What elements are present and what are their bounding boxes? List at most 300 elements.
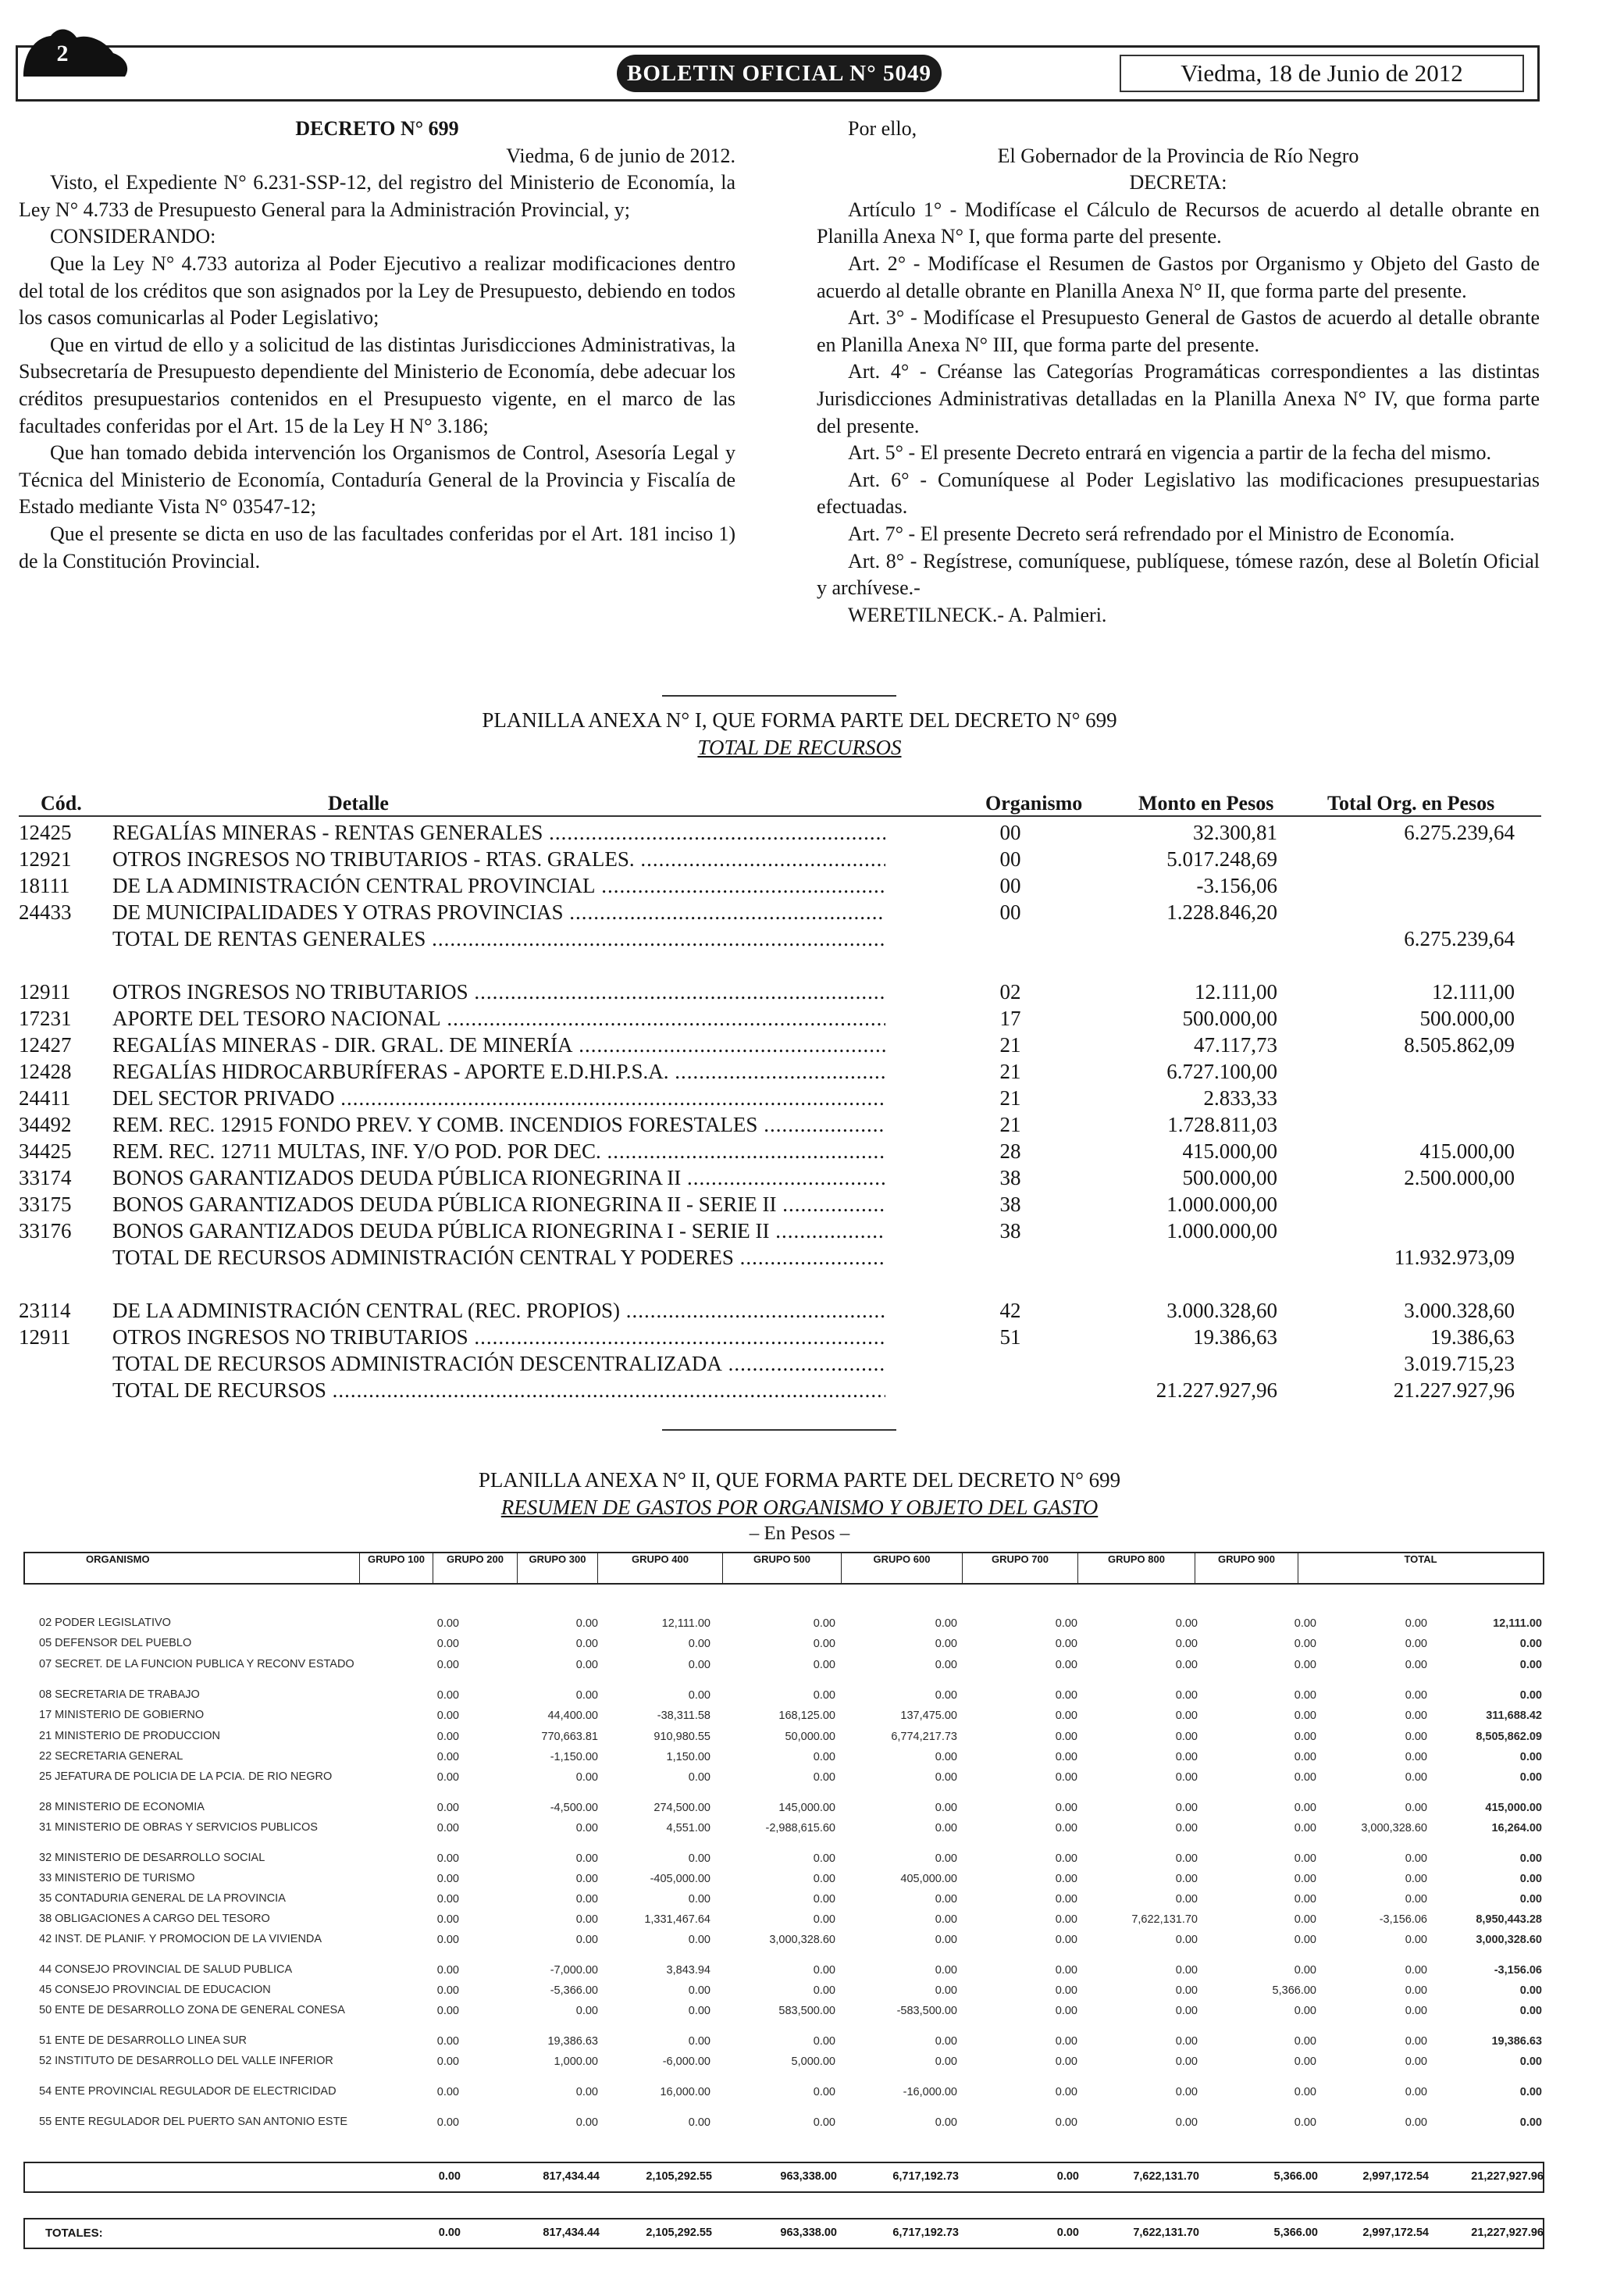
planilla2-value: 405,000.00 bbox=[900, 1873, 957, 1885]
planilla2-value: 0.00 bbox=[688, 2035, 710, 2048]
planilla2-value: 0.00 bbox=[1175, 2035, 1198, 2048]
planilla2-organismo: 33 MINISTERIO DE TURISMO bbox=[39, 1872, 195, 1884]
planilla2-value: 0.00 bbox=[1175, 1771, 1198, 1784]
planilla1-row bbox=[0, 1191, 1530, 1218]
planilla2-subtotal-value: 7,622,131.70 bbox=[1133, 2170, 1199, 2183]
planilla1-cell-cod: 12921 bbox=[19, 847, 72, 871]
planilla2-value: 0.00 bbox=[1294, 2005, 1316, 2017]
decree-por-ello: Por ello, bbox=[848, 117, 917, 140]
planilla2-value: 0.00 bbox=[575, 1689, 598, 1702]
planilla1-cell-mon: 415.000,00 bbox=[1182, 1139, 1277, 1163]
planilla2-value: 0.00 bbox=[1294, 1822, 1316, 1834]
planilla2-subtotal-value: 6,717,192.73 bbox=[892, 2170, 959, 2183]
planilla2-value: -2,988,615.60 bbox=[765, 1822, 835, 1834]
planilla2-value: 0.00 bbox=[935, 1964, 957, 1977]
planilla1-cell-cod: 12425 bbox=[19, 821, 72, 844]
planilla2-value: 0.00 bbox=[688, 1934, 710, 1946]
planilla2-value: 0.00 bbox=[813, 1913, 835, 1926]
planilla2-value: 6,774,217.73 bbox=[891, 1731, 957, 1743]
planilla2-value: 0.00 bbox=[436, 1913, 459, 1926]
decree-visto: Visto, el Expediente N° 6.231-SSP-12, del registro del Ministerio de Economía, la Ley N° 4.733 de Presupuesto General para la Administración Provincial, y; bbox=[19, 171, 735, 221]
planilla2-organismo: 44 CONSEJO PROVINCIAL DE SALUD PUBLICA bbox=[39, 1963, 293, 1976]
planilla2-header-grupo-2: GRUPO 200 bbox=[433, 1553, 517, 1583]
planilla2-value: 0.00 bbox=[436, 2055, 459, 2068]
planilla1-cell-org: 21 bbox=[999, 1033, 1021, 1057]
planilla1-cell-tot: 11.932.973,09 bbox=[1394, 1246, 1515, 1269]
planilla2-value: 0.00 bbox=[436, 1638, 459, 1650]
planilla2-value: 0.00 bbox=[688, 1852, 710, 1865]
planilla2-value: 0.00 bbox=[935, 2035, 957, 2048]
planilla1-cell-mon: 1.728.811,03 bbox=[1167, 1113, 1277, 1136]
planilla2-value: 0.00 bbox=[1519, 1771, 1542, 1784]
planilla2-value: 0.00 bbox=[1405, 1771, 1427, 1784]
planilla1-row bbox=[0, 1085, 1530, 1111]
totales-label: TOTALES: bbox=[45, 2226, 103, 2240]
planilla2-totales-value: 2,105,292.55 bbox=[646, 2226, 712, 2239]
planilla1-cell-det: DE LA ADMINISTRACIÓN CENTRAL (REC. PROPIOS) ..... bbox=[112, 1297, 885, 1324]
planilla1-cell-det: REM. REC. 12915 FONDO PREV. Y COMB. INCENDIOS FORESTALES ..... bbox=[112, 1111, 885, 1138]
decree-paragraph-2: Que en virtud de ello y a solicitud de las distintas Jurisdicciones Administrativas, la Subsecretaría de Presupuesto dependiente del Ministerio de Economía, debe adecuar los créditos presupuestarios contenidos en el Presupuesto vigente, en el marco de las facultades conferidas por el Art. 15 de la Ley H N° 3.186; bbox=[19, 333, 735, 437]
planilla2-value: 44,400.00 bbox=[547, 1710, 598, 1722]
planilla2-value: 0.00 bbox=[575, 1771, 598, 1784]
planilla2-value: 0.00 bbox=[1175, 1964, 1198, 1977]
planilla2-value: 0.00 bbox=[1175, 1710, 1198, 1722]
planilla2-value: 0.00 bbox=[1519, 1852, 1542, 1865]
planilla2-value: 0.00 bbox=[1405, 2116, 1427, 2129]
planilla2-value: 0.00 bbox=[935, 1617, 957, 1630]
planilla2-value: 19,386.63 bbox=[547, 2035, 598, 2048]
planilla2-totales-value: 817,434.44 bbox=[543, 2226, 600, 2239]
planilla2-organismo: 28 MINISTERIO DE ECONOMIA bbox=[39, 1801, 205, 1813]
planilla1-cell-tot: 415.000,00 bbox=[1419, 1139, 1515, 1163]
planilla1-cell-cod: 33175 bbox=[19, 1193, 72, 1216]
planilla2-header-total: TOTAL bbox=[1298, 1553, 1543, 1583]
planilla2-value: 0.00 bbox=[688, 1984, 710, 1997]
planilla2-value: 0.00 bbox=[1175, 1873, 1198, 1885]
planilla2-value: 0.00 bbox=[1055, 2055, 1077, 2068]
planilla2-value: 0.00 bbox=[1055, 2116, 1077, 2129]
planilla2-value: 0.00 bbox=[1519, 1893, 1542, 1906]
planilla2-value: 0.00 bbox=[935, 1822, 957, 1834]
planilla1-cell-mon: 1.000.000,00 bbox=[1166, 1193, 1277, 1216]
planilla2-header-grupo-7: GRUPO 700 bbox=[962, 1553, 1077, 1583]
planilla2-value: 0.00 bbox=[436, 1934, 459, 1946]
planilla2-value: 0.00 bbox=[688, 1689, 710, 1702]
planilla2-value: 0.00 bbox=[1175, 1659, 1198, 1671]
planilla2-value: 0.00 bbox=[1405, 1873, 1427, 1885]
decree-article-6: Art. 6° - Comuníquese al Poder Legislativo las modificaciones presupuestarias efectuadas. bbox=[817, 468, 1540, 519]
planilla1-cell-det: OTROS INGRESOS NO TRIBUTARIOS ..... bbox=[112, 1324, 885, 1350]
planilla2-value: 0.00 bbox=[436, 1964, 459, 1977]
divider bbox=[662, 695, 896, 697]
planilla2-value: 0.00 bbox=[688, 2005, 710, 2017]
planilla1-cell-cod: 23114 bbox=[19, 1299, 71, 1322]
planilla1-header-organismo: Organismo bbox=[985, 792, 1083, 815]
planilla2-value: 0.00 bbox=[1294, 1689, 1316, 1702]
planilla2-organismo: 22 SECRETARIA GENERAL bbox=[39, 1750, 183, 1763]
planilla2-value: 0.00 bbox=[436, 1984, 459, 1997]
planilla1-cell-tot: 500.000,00 bbox=[1419, 1007, 1515, 1030]
planilla2-header-grupo-4: GRUPO 400 bbox=[597, 1553, 722, 1583]
decree-article-3: Art. 3° - Modifícase el Presupuesto General de Gastos de acuerdo al detalle obrante en Planilla Anexa N° III, que forma parte del presente. bbox=[817, 306, 1540, 356]
planilla1-cell-tot: 3.000.328,60 bbox=[1404, 1299, 1515, 1322]
planilla2-organismo: 02 PODER LEGISLATIVO bbox=[39, 1617, 171, 1629]
planilla1-cell-mon: 12.111,00 bbox=[1195, 980, 1277, 1004]
planilla2-value: 0.00 bbox=[1519, 1751, 1542, 1763]
planilla2-value: 0.00 bbox=[1175, 1689, 1198, 1702]
planilla1-cell-org: 00 bbox=[999, 821, 1021, 844]
page-number: 2 bbox=[56, 41, 69, 66]
planilla1-cell-det: BONOS GARANTIZADOS DEUDA PÚBLICA RIONEGRINA II ..... bbox=[112, 1164, 885, 1191]
planilla2-value: 0.00 bbox=[1405, 1934, 1427, 1946]
planilla1-cell-cod: 33174 bbox=[19, 1166, 72, 1189]
planilla1-cell-det: DE MUNICIPALIDADES Y OTRAS PROVINCIAS ..... bbox=[112, 899, 885, 925]
planilla2-organismo: 54 ENTE PROVINCIAL REGULADOR DE ELECTRICIDAD bbox=[39, 2085, 337, 2098]
planilla1-cell-det: OTROS INGRESOS NO TRIBUTARIOS ..... bbox=[112, 979, 885, 1005]
planilla2-value: 0.00 bbox=[1175, 1638, 1198, 1650]
planilla2-value: 0.00 bbox=[575, 1638, 598, 1650]
planilla2-value: 0.00 bbox=[935, 1893, 957, 1906]
planilla2-value: 0.00 bbox=[1519, 2005, 1542, 2017]
planilla2-value: 0.00 bbox=[436, 1731, 459, 1743]
planilla2-organismo: 32 MINISTERIO DE DESARROLLO SOCIAL bbox=[39, 1852, 265, 1864]
planilla2-value: 0.00 bbox=[1294, 1852, 1316, 1865]
planilla2-value: 0.00 bbox=[1294, 1873, 1316, 1885]
planilla2-value: 0.00 bbox=[1519, 1638, 1542, 1650]
planilla2-value: 0.00 bbox=[575, 2005, 598, 2017]
planilla2-organismo: 05 DEFENSOR DEL PUEBLO bbox=[39, 1637, 192, 1649]
planilla2-value: 1,150.00 bbox=[666, 1751, 710, 1763]
decree-article-7: Art. 7° - El presente Decreto será refrendado por el Ministro de Economía. bbox=[848, 522, 1455, 545]
planilla2-value: 0.00 bbox=[1294, 1710, 1316, 1722]
planilla2-value: 0.00 bbox=[1294, 1731, 1316, 1743]
planilla1-cell-tot: 8.505.862,09 bbox=[1404, 1033, 1515, 1057]
planilla2-totales-value: 0.00 bbox=[1056, 2226, 1079, 2239]
planilla2-value: -1,150.00 bbox=[550, 1751, 598, 1763]
planilla2-value: 0.00 bbox=[1294, 1617, 1316, 1630]
planilla2-value: 7,622,131.70 bbox=[1131, 1913, 1198, 1926]
planilla2-subtotal-value: 2,105,292.55 bbox=[646, 2170, 712, 2183]
planilla1-cell-cod: 12911 bbox=[19, 980, 71, 1004]
planilla2-value: 0.00 bbox=[1055, 1893, 1077, 1906]
planilla1-cell-det: REM. REC. 12711 MULTAS, INF. Y/O POD. POR DEC. ..... bbox=[112, 1138, 885, 1164]
planilla2-value: 0.00 bbox=[1175, 1617, 1198, 1630]
planilla2-value: 415,000.00 bbox=[1485, 1802, 1542, 1814]
planilla2-value: 0.00 bbox=[1405, 2035, 1427, 2048]
planilla1-header-monto: Monto en Pesos bbox=[1138, 792, 1274, 815]
planilla2-value: 0.00 bbox=[436, 2086, 459, 2098]
planilla2-value: 0.00 bbox=[813, 2035, 835, 2048]
planilla1-cell-org: 17 bbox=[999, 1007, 1021, 1030]
planilla1-cell-det: REGALÍAS HIDROCARBURÍFERAS - APORTE E.D.HI.P.S.A. ..... bbox=[112, 1058, 885, 1085]
planilla2-value: 0.00 bbox=[1405, 1731, 1427, 1743]
planilla2-title: PLANILLA ANEXA N° II, QUE FORMA PARTE DEL DECRETO N° 699 bbox=[478, 1468, 1121, 1492]
planilla2-value: 8,505,862.09 bbox=[1476, 1731, 1542, 1743]
planilla1-cell-det: DEL SECTOR PRIVADO ..... bbox=[112, 1085, 885, 1111]
planilla2-header-grupo-9: GRUPO 900 bbox=[1195, 1553, 1298, 1583]
planilla2-value: 1,000.00 bbox=[554, 2055, 598, 2068]
planilla2-value: 0.00 bbox=[436, 1873, 459, 1885]
planilla2-totales-value: 7,622,131.70 bbox=[1133, 2226, 1199, 2239]
planilla1-cell-mon: 500.000,00 bbox=[1182, 1007, 1277, 1030]
planilla2-header-grupo-5: GRUPO 500 bbox=[722, 1553, 841, 1583]
planilla2-value: 3,000,328.60 bbox=[1361, 1822, 1427, 1834]
planilla1-header-rule bbox=[19, 815, 1541, 817]
planilla2-value: 0.00 bbox=[436, 1771, 459, 1784]
planilla1-cell-org: 21 bbox=[999, 1086, 1021, 1110]
planilla1-cell-det: REGALÍAS MINERAS - DIR. GRAL. DE MINERÍA ..... bbox=[112, 1032, 885, 1058]
planilla2-value: 0.00 bbox=[1405, 1710, 1427, 1722]
decree-paragraph-1: Que la Ley N° 4.733 autoriza al Poder Ejecutivo a realizar modificaciones dentro del total de los créditos que son asignados por la Ley de Presupuesto, debiendo en todos los casos comunicarlas al Poder Legislativo; bbox=[19, 251, 735, 330]
planilla1-cell-det: BONOS GARANTIZADOS DEUDA PÚBLICA RIONEGRINA I - SERIE II ..... bbox=[112, 1218, 885, 1244]
planilla1-cell-cod: 12427 bbox=[19, 1033, 72, 1057]
planilla2-organismo: 17 MINISTERIO DE GOBIERNO bbox=[39, 1709, 205, 1721]
planilla2-value: 0.00 bbox=[1519, 1689, 1542, 1702]
planilla1-cell-org: 00 bbox=[999, 874, 1021, 897]
planilla2-value: 0.00 bbox=[575, 1893, 598, 1906]
planilla1-cell-org: 38 bbox=[999, 1219, 1021, 1242]
planilla1-cell-mon: 1.228.846,20 bbox=[1166, 900, 1277, 924]
planilla2-organismo: 31 MINISTERIO DE OBRAS Y SERVICIOS PUBLICOS bbox=[39, 1821, 318, 1834]
planilla2-totales-value: 963,338.00 bbox=[780, 2226, 837, 2239]
planilla2-value: 0.00 bbox=[436, 2035, 459, 2048]
planilla2-value: 0.00 bbox=[935, 1852, 957, 1865]
planilla1-cell-tot: 6.275.239,64 bbox=[1404, 821, 1515, 844]
planilla2-value: 0.00 bbox=[436, 1710, 459, 1722]
planilla2-value: 0.00 bbox=[935, 1638, 957, 1650]
planilla2-value: 0.00 bbox=[436, 2116, 459, 2129]
planilla2-value: 0.00 bbox=[1405, 1964, 1427, 1977]
planilla2-value: 0.00 bbox=[1175, 2116, 1198, 2129]
planilla2-value: 0.00 bbox=[813, 1984, 835, 1997]
planilla2-value: 0.00 bbox=[813, 1873, 835, 1885]
planilla1-cell-mon: 5.017.248,69 bbox=[1166, 847, 1277, 871]
planilla2-value: 0.00 bbox=[1294, 1913, 1316, 1926]
decree-signatures: WERETILNECK.- A. Palmieri. bbox=[848, 603, 1107, 626]
planilla2-value: 16,264.00 bbox=[1491, 1822, 1542, 1834]
planilla1-cell-det: TOTAL DE RECURSOS ..... bbox=[112, 1377, 885, 1403]
planilla2-value: 0.00 bbox=[1055, 1852, 1077, 1865]
planilla2-value: 0.00 bbox=[1294, 1638, 1316, 1650]
decree-title: DECRETO N° 699 bbox=[295, 117, 459, 140]
decree-paragraph-3: Que han tomado debida intervención los Organismos de Control, Asesoría Legal y Técnica del Ministerio de Economía, Contaduría General de la Provincia y Fiscalía de Estado mediante Vista N° 03547-12; bbox=[19, 441, 735, 519]
planilla2-organismo: 21 MINISTERIO DE PRODUCCION bbox=[39, 1730, 221, 1742]
planilla2-subtitle: RESUMEN DE GASTOS POR ORGANISMO Y OBJETO DEL GASTO bbox=[500, 1496, 1099, 1519]
planilla2-value: 0.00 bbox=[575, 2116, 598, 2129]
planilla1-subtitle: TOTAL DE RECURSOS bbox=[697, 736, 902, 759]
planilla2-organismo: 07 SECRET. DE LA FUNCION PUBLICA Y RECONV ESTADO bbox=[39, 1658, 354, 1670]
planilla2-subtotal-value: 0.00 bbox=[1056, 2170, 1079, 2183]
planilla2-value: -4,500.00 bbox=[550, 1802, 598, 1814]
planilla2-value: 0.00 bbox=[575, 1852, 598, 1865]
planilla2-value: 0.00 bbox=[1294, 2055, 1316, 2068]
planilla2-value: 0.00 bbox=[1519, 2055, 1542, 2068]
planilla1-cell-mon: 19.386,63 bbox=[1193, 1325, 1277, 1349]
planilla2-value: 0.00 bbox=[1055, 1659, 1077, 1671]
planilla2-value: 4,551.00 bbox=[666, 1822, 710, 1834]
planilla2-value: 5,000.00 bbox=[791, 2055, 835, 2068]
planilla2-value: 0.00 bbox=[935, 1771, 957, 1784]
planilla2-value: 0.00 bbox=[1055, 1822, 1077, 1834]
planilla2-value: 0.00 bbox=[1519, 2116, 1542, 2129]
planilla2-value: 0.00 bbox=[1175, 1802, 1198, 1814]
planilla1-cell-tot: 3.019.715,23 bbox=[1404, 1352, 1515, 1375]
planilla2-subtotal-value: 817,434.44 bbox=[543, 2170, 600, 2183]
planilla2-totales-row bbox=[23, 2218, 1544, 2249]
planilla2-value: -6,000.00 bbox=[662, 2055, 710, 2068]
planilla2-header-organismo: ORGANISMO bbox=[86, 1553, 150, 1565]
decree-right-column bbox=[817, 116, 1540, 629]
planilla2-value: 0.00 bbox=[1405, 1638, 1427, 1650]
planilla2-value: 0.00 bbox=[436, 1659, 459, 1671]
planilla2-value: 274,500.00 bbox=[653, 1802, 710, 1814]
planilla2-value: 0.00 bbox=[1405, 1751, 1427, 1763]
planilla2-value: 0.00 bbox=[1294, 1659, 1316, 1671]
planilla2-value: 0.00 bbox=[1405, 1689, 1427, 1702]
planilla2-value: 0.00 bbox=[1405, 1659, 1427, 1671]
planilla2-value: 0.00 bbox=[575, 1913, 598, 1926]
decree-place-date: Viedma, 6 de junio de 2012. bbox=[506, 144, 735, 167]
planilla1-cell-det: DE LA ADMINISTRACIÓN CENTRAL PROVINCIAL ..... bbox=[112, 872, 885, 899]
planilla2-value: -3,156.06 bbox=[1379, 1913, 1427, 1926]
planilla2-value: 0.00 bbox=[1055, 1638, 1077, 1650]
planilla2-value: 0.00 bbox=[1519, 2086, 1542, 2098]
planilla1-total-row bbox=[0, 925, 1530, 952]
planilla2-value: 0.00 bbox=[813, 1852, 835, 1865]
planilla1-cell-org: 02 bbox=[999, 980, 1021, 1004]
planilla1-cell-mon: 21.227.927,96 bbox=[1156, 1378, 1277, 1402]
planilla2-value: 0.00 bbox=[813, 1638, 835, 1650]
planilla1-cell-mon: 47.117,73 bbox=[1194, 1033, 1277, 1057]
planilla2-value: 0.00 bbox=[436, 1751, 459, 1763]
planilla2-value: 0.00 bbox=[575, 1934, 598, 1946]
planilla2-unit: – En Pesos – bbox=[749, 1523, 850, 1544]
planilla1-cell-mon: 1.000.000,00 bbox=[1166, 1219, 1277, 1242]
planilla2-value: 0.00 bbox=[1055, 2035, 1077, 2048]
planilla2-value: 0.00 bbox=[1175, 1731, 1198, 1743]
planilla2-organismo: 25 JEFATURA DE POLICIA DE LA PCIA. DE RIO NEGRO bbox=[39, 1770, 333, 1783]
planilla2-value: 0.00 bbox=[1175, 2086, 1198, 2098]
planilla1-cell-mon: 500.000,00 bbox=[1182, 1166, 1277, 1189]
planilla2-value: 0.00 bbox=[436, 1802, 459, 1814]
planilla1-cell-det: BONOS GARANTIZADOS DEUDA PÚBLICA RIONEGRINA II - SERIE II ..... bbox=[112, 1191, 885, 1218]
planilla2-organismo: 38 OBLIGACIONES A CARGO DEL TESORO bbox=[39, 1913, 270, 1925]
planilla2-value: 3,843.94 bbox=[666, 1964, 710, 1977]
planilla1-cell-cod: 34492 bbox=[19, 1113, 72, 1136]
planilla1-row bbox=[0, 1005, 1530, 1032]
planilla1-cell-mon: 6.727.100,00 bbox=[1166, 1060, 1277, 1083]
planilla2-value: 0.00 bbox=[436, 1689, 459, 1702]
planilla2-totales-value: 21,227,927.96 bbox=[1471, 2226, 1544, 2239]
planilla2-value: 0.00 bbox=[688, 1893, 710, 1906]
planilla2-value: -16,000.00 bbox=[903, 2086, 957, 2098]
planilla1-row bbox=[0, 1324, 1530, 1350]
planilla2-value: 0.00 bbox=[1055, 1934, 1077, 1946]
planilla2-value: -5,366.00 bbox=[550, 1984, 598, 1997]
planilla2-value: 0.00 bbox=[813, 1751, 835, 1763]
planilla1-cell-det: OTROS INGRESOS NO TRIBUTARIOS - RTAS. GRALES. ..... bbox=[112, 846, 885, 872]
planilla2-value: 0.00 bbox=[436, 1822, 459, 1834]
planilla1-cell-tot: 21.227.927,96 bbox=[1393, 1378, 1515, 1402]
planilla2-value: 0.00 bbox=[813, 1771, 835, 1784]
planilla2-subtotal-value: 21,227,927.96 bbox=[1471, 2170, 1544, 2183]
planilla2-value: 0.00 bbox=[935, 1934, 957, 1946]
planilla2-value: 583,500.00 bbox=[778, 2005, 835, 2017]
planilla1-cell-mon: -3.156,06 bbox=[1196, 874, 1277, 897]
planilla2-organismo: 35 CONTADURIA GENERAL DE LA PROVINCIA bbox=[39, 1892, 286, 1905]
planilla1-cell-cod: 24411 bbox=[19, 1086, 71, 1110]
planilla1-total-row bbox=[0, 1377, 1530, 1403]
planilla2-value: 0.00 bbox=[688, 1638, 710, 1650]
planilla1-row bbox=[0, 846, 1530, 872]
planilla1-cell-det: TOTAL DE RECURSOS ADMINISTRACIÓN CENTRAL Y PODERES ..... bbox=[112, 1244, 885, 1271]
planilla1-cell-org: 42 bbox=[999, 1299, 1021, 1322]
planilla2-subtotal-row bbox=[23, 2162, 1544, 2193]
planilla2-value: -3,156.06 bbox=[1494, 1964, 1542, 1977]
planilla1-cell-mon: 32.300,81 bbox=[1193, 821, 1277, 844]
planilla2-value: 0.00 bbox=[813, 1689, 835, 1702]
planilla2-value: 0.00 bbox=[688, 1771, 710, 1784]
planilla2-value: 0.00 bbox=[1294, 1934, 1316, 1946]
planilla2-value: 0.00 bbox=[935, 1802, 957, 1814]
planilla2-value: 5,366.00 bbox=[1272, 1984, 1316, 1997]
planilla2-totales-value: 6,717,192.73 bbox=[892, 2226, 959, 2239]
planilla2-value: 50,000.00 bbox=[785, 1731, 835, 1743]
planilla2-value: 0.00 bbox=[1175, 1751, 1198, 1763]
decree-decreta: DECRETA: bbox=[1129, 171, 1227, 194]
planilla2-value: 0.00 bbox=[1294, 2035, 1316, 2048]
planilla1-row bbox=[0, 1138, 1530, 1164]
planilla2-value: 0.00 bbox=[575, 1873, 598, 1885]
planilla2-value: 0.00 bbox=[575, 1822, 598, 1834]
planilla1-cell-det: TOTAL DE RENTAS GENERALES ..... bbox=[112, 925, 885, 952]
issue-date: Viedma, 18 de Junio de 2012 bbox=[1120, 55, 1524, 92]
bulletin-title: BOLETIN OFICIAL N° 5049 bbox=[617, 55, 942, 92]
planilla2-value: 0.00 bbox=[1055, 1802, 1077, 1814]
planilla2-value: 0.00 bbox=[1519, 1659, 1542, 1671]
planilla2-value: 0.00 bbox=[575, 2086, 598, 2098]
planilla2-value: 0.00 bbox=[436, 1617, 459, 1630]
planilla2-value: 0.00 bbox=[1175, 1934, 1198, 1946]
planilla1-cell-tot: 6.275.239,64 bbox=[1404, 927, 1515, 950]
planilla2-value: 0.00 bbox=[1055, 1913, 1077, 1926]
planilla2-value: -7,000.00 bbox=[550, 1964, 598, 1977]
decree-article-5: Art. 5° - El presente Decreto entrará en vigencia a partir de la fecha del mismo. bbox=[848, 441, 1491, 465]
planilla1-cell-cod: 12911 bbox=[19, 1325, 71, 1349]
planilla1-cell-cod: 18111 bbox=[19, 874, 70, 897]
planilla2-value: 0.00 bbox=[813, 1659, 835, 1671]
planilla1-title: PLANILLA ANEXA N° I, QUE FORMA PARTE DEL DECRETO N° 699 bbox=[482, 708, 1117, 732]
planilla2-organismo: 55 ENTE REGULADOR DEL PUERTO SAN ANTONIO ESTE bbox=[39, 2116, 348, 2128]
planilla1-row bbox=[0, 1164, 1530, 1191]
planilla2-organismo: 08 SECRETARIA DE TRABAJO bbox=[39, 1688, 200, 1701]
planilla2-value: 0.00 bbox=[1175, 2055, 1198, 2068]
planilla2-value: 0.00 bbox=[575, 1659, 598, 1671]
planilla2-value: 0.00 bbox=[436, 1852, 459, 1865]
planilla2-value: 0.00 bbox=[1055, 1771, 1077, 1784]
planilla2-value: 0.00 bbox=[1055, 1873, 1077, 1885]
planilla1-header-detalle: Detalle bbox=[328, 792, 389, 815]
planilla2-value: 0.00 bbox=[813, 1617, 835, 1630]
planilla2-totales-value: 2,997,172.54 bbox=[1362, 2226, 1429, 2239]
decree-article-8: Art. 8° - Regístrese, comuníquese, publíquese, tómese razón, dese al Boletín Oficial y archívese.- bbox=[817, 549, 1540, 600]
planilla2-value: 0.00 bbox=[935, 1659, 957, 1671]
planilla2-value: 0.00 bbox=[813, 2116, 835, 2129]
planilla1-row bbox=[0, 1111, 1530, 1138]
planilla2-value: 12,111.00 bbox=[661, 1617, 710, 1630]
planilla1-row bbox=[0, 1297, 1530, 1324]
planilla2-value: -583,500.00 bbox=[896, 2005, 957, 2017]
